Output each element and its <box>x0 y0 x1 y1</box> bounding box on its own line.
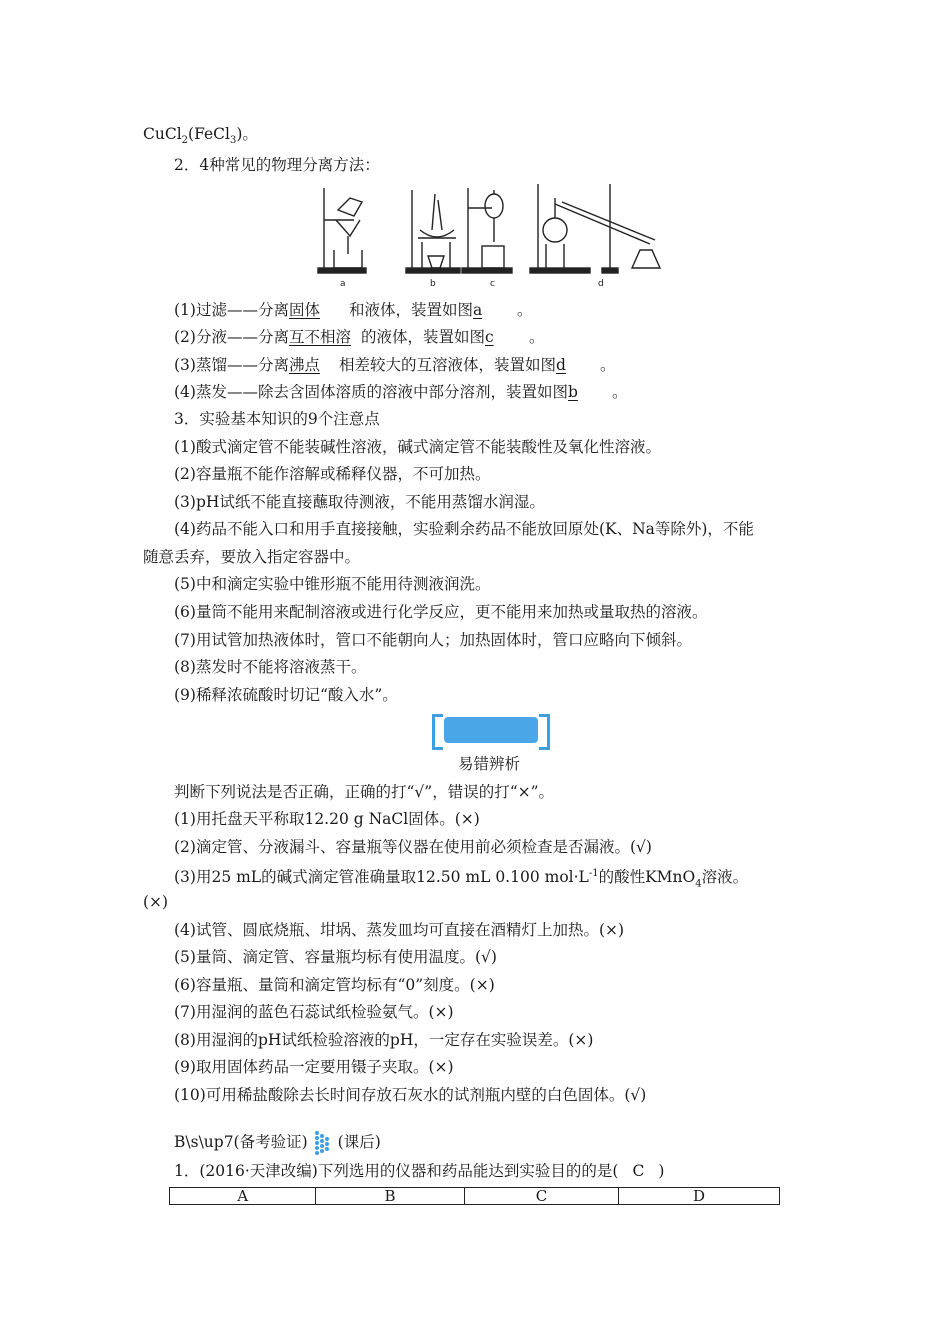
section-badge <box>432 714 550 746</box>
note-item: (5)中和滴定实验中锥形瓶不能用待测液润洗。 <box>174 575 491 593</box>
bracket-left-icon <box>432 714 443 750</box>
answer-blank: b <box>567 383 578 401</box>
method-distillation: (3)蒸馏——分离沸点 相差较大的互溶液体，装置如图d 。 <box>174 356 616 374</box>
figure-label-a: a <box>340 279 346 289</box>
figure-label-b: b <box>430 279 436 289</box>
table-header: C <box>464 1188 618 1205</box>
badge-fill <box>444 717 538 743</box>
note-item: (2)容量瓶不能作溶解或稀释仪器，不可加热。 <box>174 465 491 483</box>
note-item-continued: 随意丢弃，要放入指定容器中。 <box>143 548 361 566</box>
text-line: CuCl$_2$(FeCl$_3$)。 <box>143 125 258 147</box>
instruction: 判断下列说法是否正确，正确的打“√”，错误的打“×”。 <box>174 783 555 801</box>
judgement-item: (4)试管、圆底烧瓶、坩埚、蒸发皿均可直接在酒精灯上加热。(×) <box>174 921 625 939</box>
judgement-item: (9)取用固体药品一定要用镊子夹取。(×) <box>174 1058 454 1076</box>
answer-blank: 沸点 <box>288 356 320 374</box>
note-item: (8)蒸发时不能将溶液蒸干。 <box>174 658 367 676</box>
judgement-item: (5)量筒、滴定管、容量瓶均标有使用温度。(√) <box>174 948 497 966</box>
method-separation: (2)分液——分离互不相溶 的液体，装置如图c 。 <box>174 328 545 346</box>
method-filtration: (1)过滤——分离固体 和液体，装置如图a 。 <box>174 301 533 319</box>
answer-blank: d <box>555 356 566 374</box>
table-header: A <box>170 1188 316 1205</box>
judgement-item: (3)用25 mL的碱式滴定管准确量取12.50 mL 0.100 $mol\cdot L^{-1}$的酸性KMnO$_4$溶液。 <box>174 868 749 890</box>
answer-blank: c <box>484 328 494 346</box>
question-answer: C <box>632 1162 645 1180</box>
judgement-item: (6)容量瓶、量筒和滴定管均标有“0”刻度。(×) <box>174 976 495 994</box>
table-header: D <box>619 1188 780 1205</box>
judgement-item: (2)滴定管、分液漏斗、容量瓶等仪器在使用前必须检查是否漏液。(√) <box>174 838 652 856</box>
figure-label-d: d <box>598 279 604 289</box>
note-item: (1)酸式滴定管不能装碱性溶液，碱式滴定管不能装酸性及氧化性溶液。 <box>174 438 661 456</box>
note-item: (3)pH试纸不能直接蘸取待测液，不能用蒸馏水润湿。 <box>174 493 545 511</box>
table-header: B <box>316 1188 465 1205</box>
judgement-item-continued: (×) <box>143 893 169 911</box>
judgement-item: (1)用托盘天平称取12.20 g NaCl固体。(×) <box>174 810 480 828</box>
judgement-item: (10)可用稀盐酸除去长时间存放石灰水的试剂瓶内壁的白色固体。(√) <box>174 1086 647 1104</box>
judgement-item: (8)用湿润的pH试纸检验溶液的pH，一定存在实验误差。(×) <box>174 1031 594 1049</box>
practice-heading: B\s\up7(备考验证) (课后) <box>174 1130 381 1156</box>
answer-blank: 固体 <box>288 301 320 319</box>
judgement-item: (7)用湿润的蓝色石蕊试纸检验氨气。(×) <box>174 1003 454 1021</box>
options-table <box>169 1187 780 1205</box>
section-title: 易错辨析 <box>458 755 521 773</box>
note-item: (9)稀释浓硫酸时切记“酸入水”。 <box>174 686 398 704</box>
bracket-right-icon <box>539 714 550 750</box>
answer-blank: 互不相溶 <box>288 328 351 346</box>
note-item: (7)用试管加热液体时，管口不能朝向人；加热固体时，管口应略向下倾斜。 <box>174 631 692 649</box>
answer-blank: a <box>472 301 483 319</box>
figure-label-c: c <box>490 279 495 289</box>
method-evaporation: (4)蒸发——除去含固体溶质的溶液中部分溶剂，装置如图b 。 <box>174 383 628 401</box>
question: 1．(2016·天津改编)下列选用的仪器和药品能达到实验目的的是( C ) <box>174 1162 665 1180</box>
note-item: (4)药品不能入口和用手直接接触，实验剩余药品不能放回原处(K、Na等除外)，不能 <box>174 520 754 538</box>
note-item: (6)量筒不能用来配制溶液或进行化学反应，更不能用来加热或量取热的溶液。 <box>174 603 708 621</box>
triangle-dots-icon <box>314 1130 332 1156</box>
apparatus-figure <box>310 180 670 290</box>
table-row <box>170 1188 780 1205</box>
section-heading: 3．实验基本知识的9个注意点 <box>174 410 380 428</box>
section-heading: 2．4种常见的物理分离方法： <box>174 156 380 174</box>
